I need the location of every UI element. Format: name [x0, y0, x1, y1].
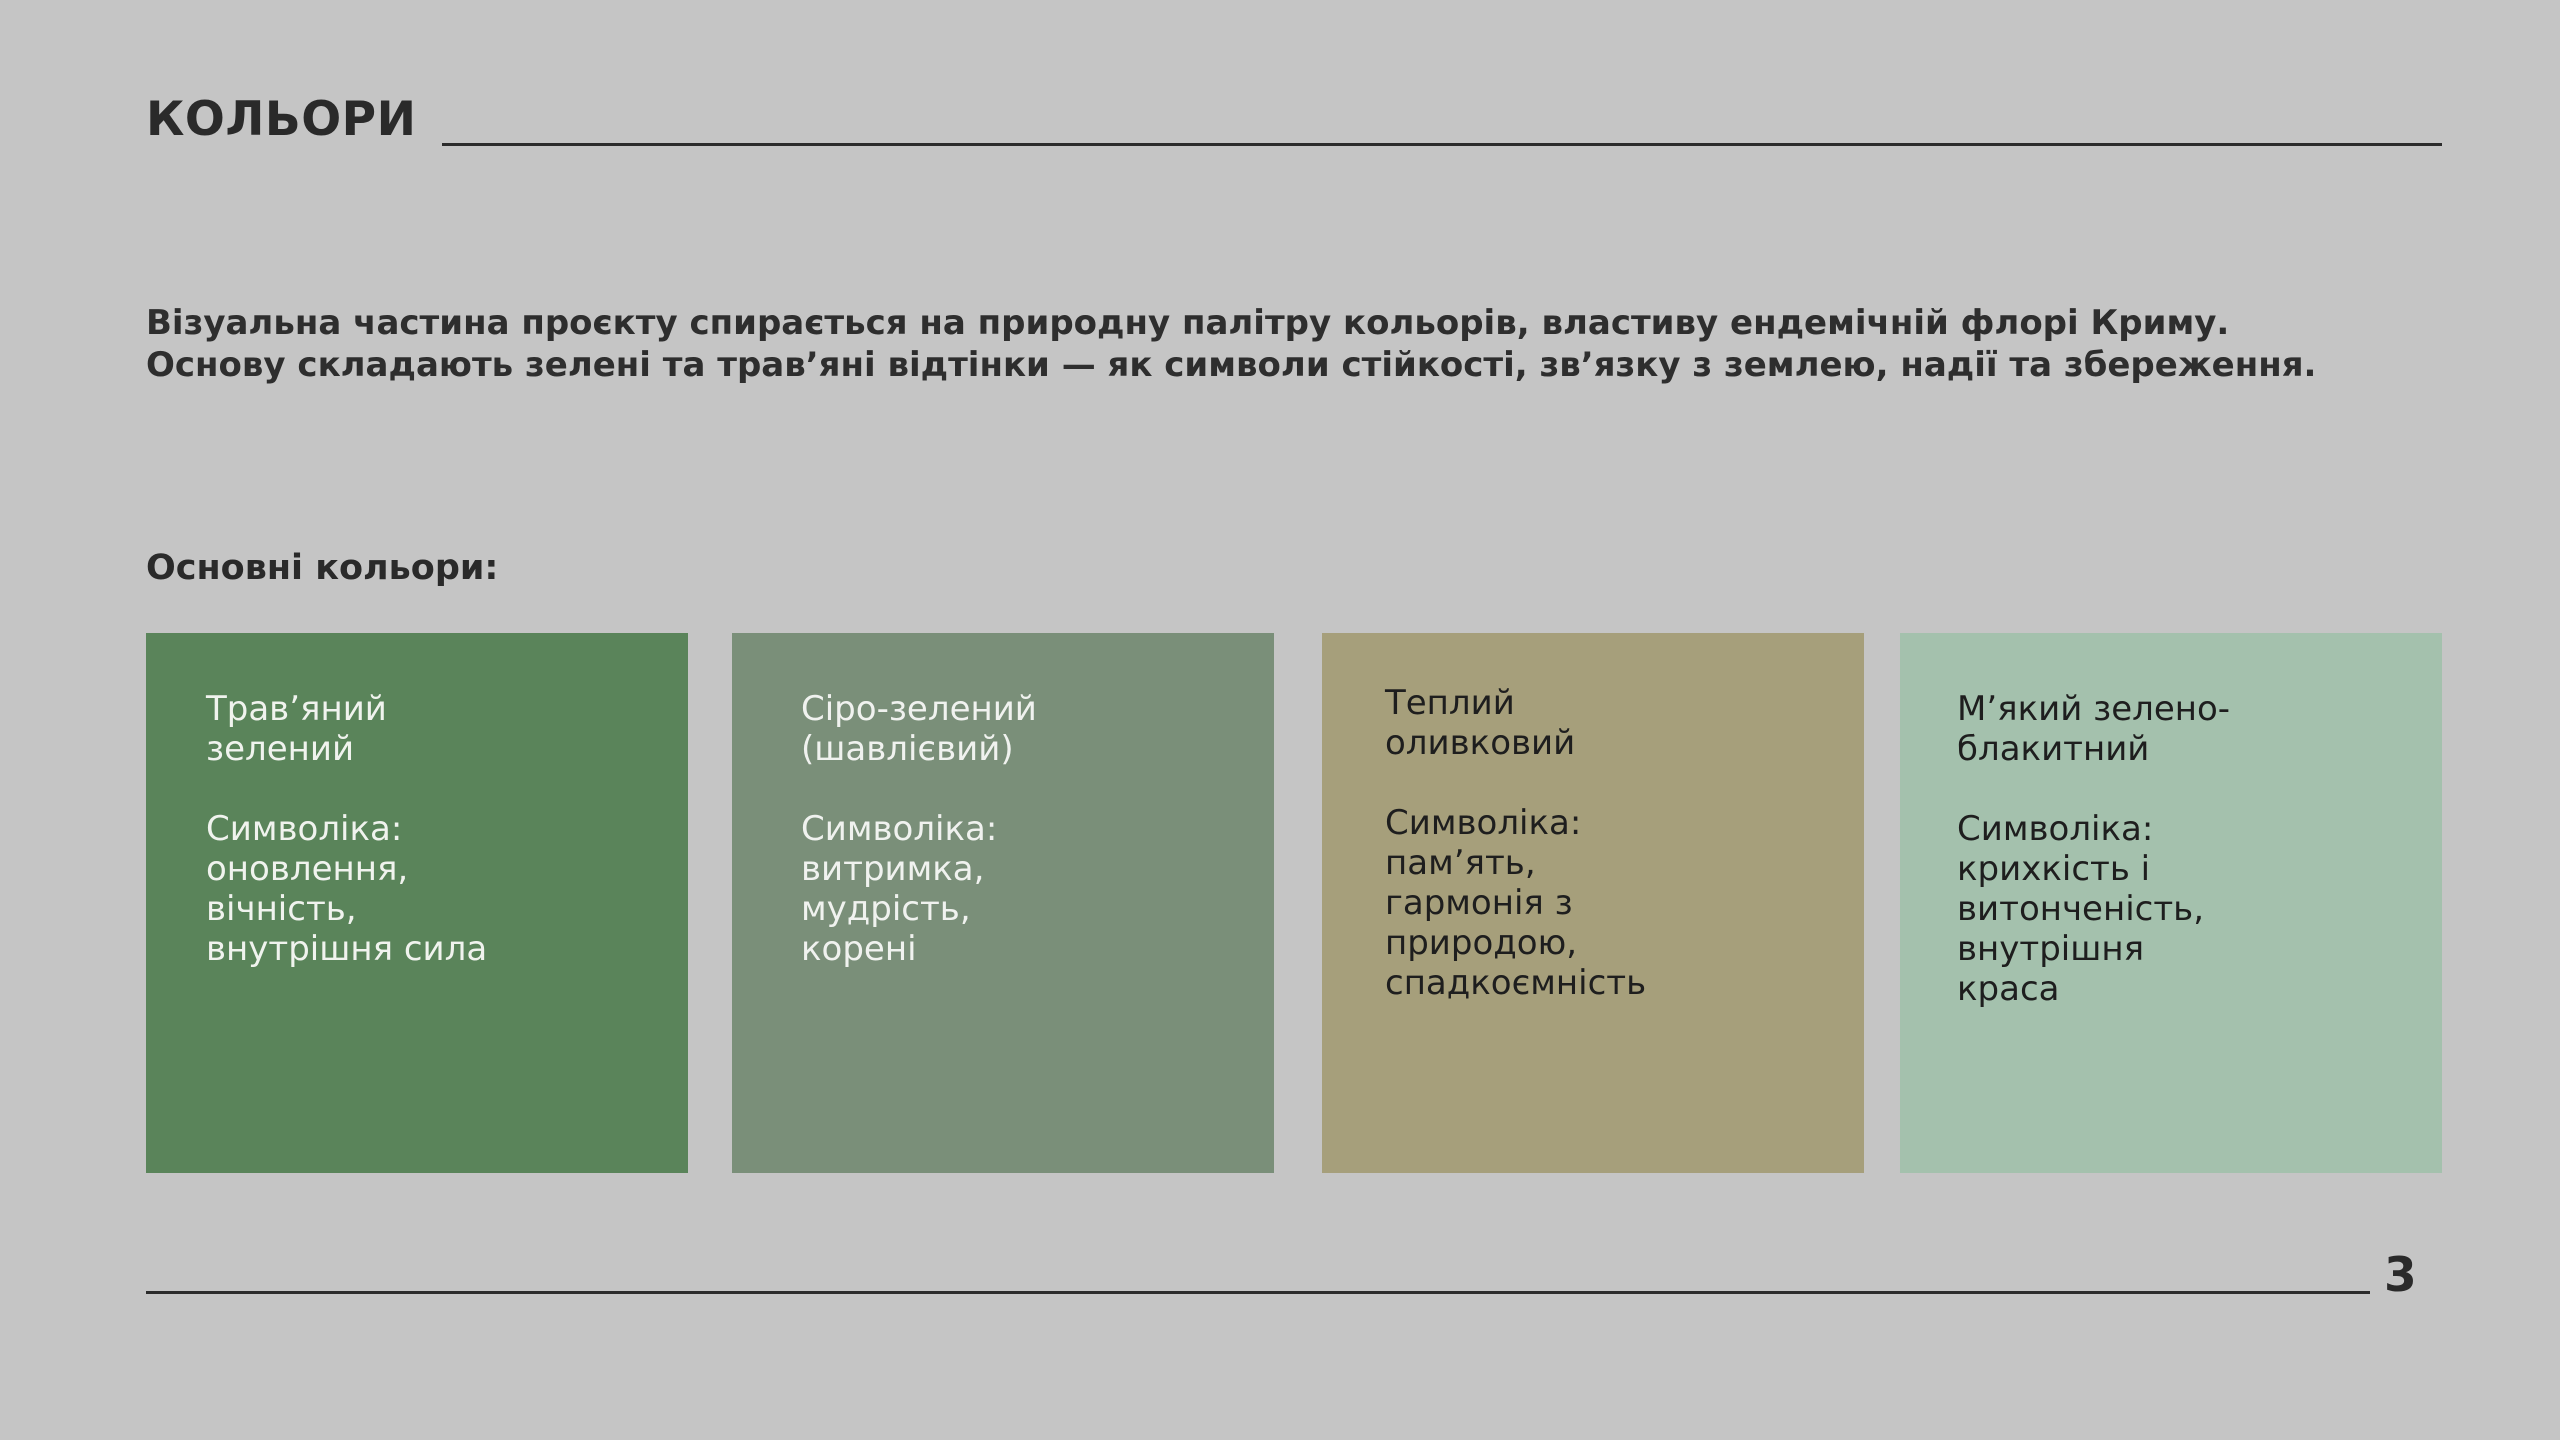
color-symbolism-line: Символіка: — [206, 809, 403, 849]
color-symbolism-line: корені — [801, 929, 917, 969]
color-symbolism-line: мудрість, — [801, 889, 971, 929]
color-symbolism-line: Символіка: — [1385, 803, 1582, 843]
color-name-line: зелений — [206, 729, 355, 769]
color-name-line: блакитний — [1957, 729, 2150, 769]
color-symbolism-line: природою, — [1385, 923, 1578, 963]
color-name-line: (шавлієвий) — [801, 729, 1014, 769]
color-card-text — [801, 689, 1037, 969]
color-symbolism-line: краса — [1957, 969, 2060, 1009]
color-symbolism-line: витримка, — [801, 849, 985, 889]
intro-line-2: Основу складають зелені та трав’яні відтінки — як символи стійкості, зв’язку з землею, надії та збереження. — [146, 345, 2317, 385]
color-symbolism-line: внутрішня — [1957, 929, 2145, 969]
color-symbolism-line: пам’ять, — [1385, 843, 1536, 883]
color-symbolism-line: оновлення, — [206, 849, 409, 889]
color-symbolism-line: гармонія з — [1385, 883, 1573, 923]
color-card-text — [206, 689, 487, 969]
section-subtitle: Основні кольори: — [146, 548, 499, 588]
color-symbolism-line: внутрішня сила — [206, 929, 488, 969]
color-card-soft-green-blue — [1900, 633, 2442, 1173]
title-divider — [442, 143, 2442, 146]
color-name-line: Сіро-зелений — [801, 689, 1037, 729]
color-name-line: М’який зелено- — [1957, 689, 2231, 729]
color-symbolism-line: Символіка: — [1957, 809, 2154, 849]
footer-divider — [146, 1291, 2370, 1294]
color-name-line: оливковий — [1385, 723, 1576, 763]
intro-paragraph — [146, 302, 2476, 386]
color-symbolism-line: витонченість, — [1957, 889, 2204, 929]
color-symbolism-line: крихкість і — [1957, 849, 2151, 889]
color-card-text — [1385, 683, 1646, 1003]
intro-line-1: Візуальна частина проєкту спирається на природну палітру кольорів, властиву ендемічній флорі Криму. — [146, 303, 2230, 343]
color-symbolism-line: Символіка: — [801, 809, 998, 849]
color-card-text — [1957, 689, 2230, 1009]
page-number: 3 — [2384, 1248, 2417, 1303]
color-card-grass-green — [146, 633, 688, 1173]
color-card-sage-green — [732, 633, 1274, 1173]
color-symbolism-line: вічність, — [206, 889, 357, 929]
color-symbolism-line: спадкоємність — [1385, 963, 1647, 1003]
page-title: КОЛЬОРИ — [146, 92, 417, 147]
color-name-line: Трав’яний — [206, 689, 387, 729]
color-name-line: Теплий — [1385, 683, 1515, 723]
color-card-warm-olive — [1322, 633, 1864, 1173]
